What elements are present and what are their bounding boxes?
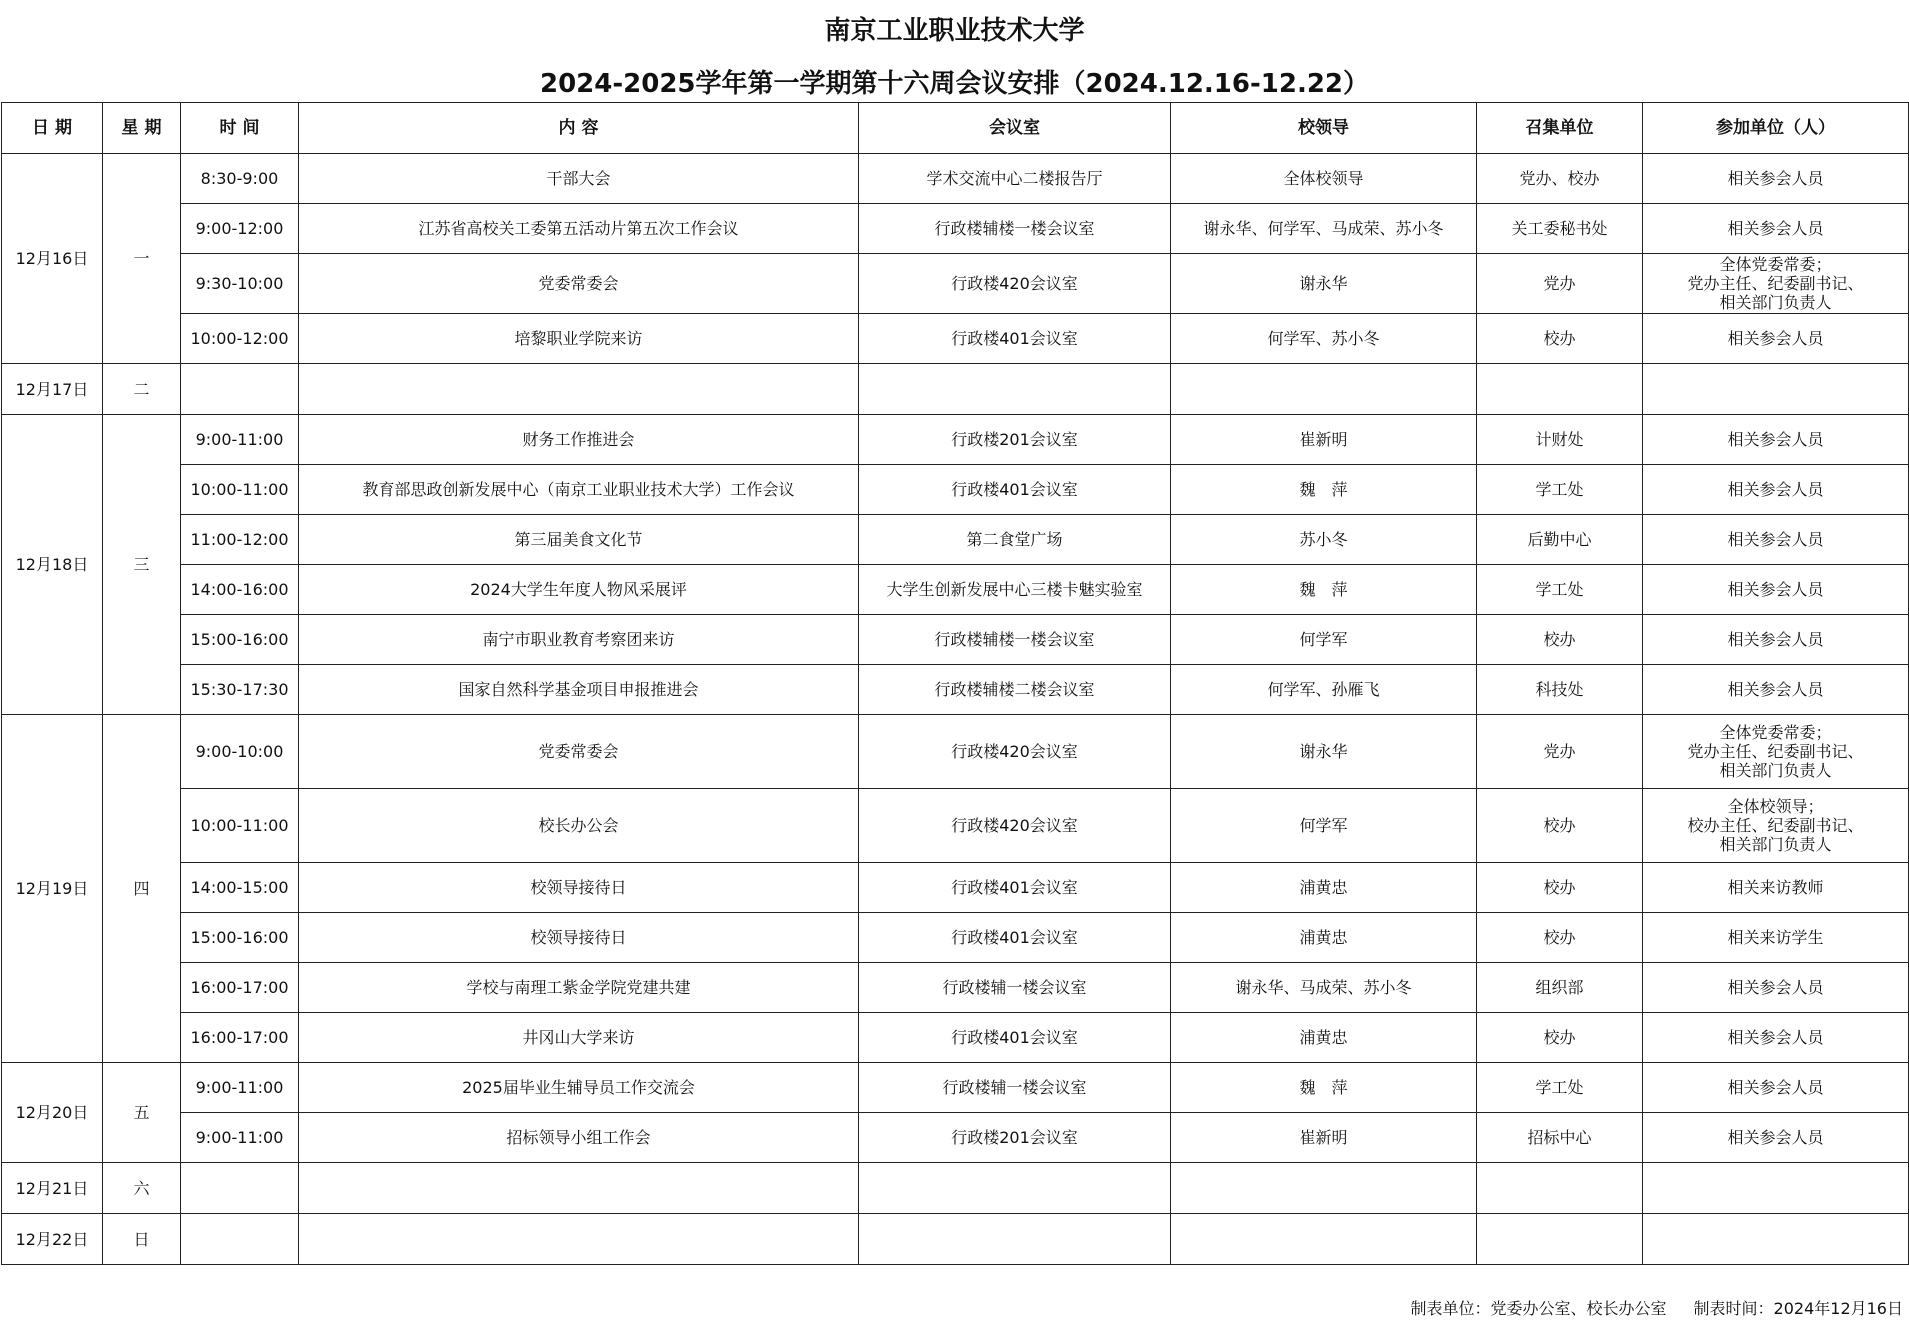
content-cell: 财务工作推进会 bbox=[299, 415, 859, 465]
room-cell: 行政楼201会议室 bbox=[859, 1113, 1171, 1163]
leader-cell: 崔新明 bbox=[1171, 415, 1477, 465]
weekday-cell: 一 bbox=[103, 154, 181, 364]
room-cell: 行政楼辅一楼会议室 bbox=[859, 1063, 1171, 1113]
content-cell bbox=[299, 364, 859, 415]
table-row bbox=[2, 515, 1909, 565]
convener-cell: 党办 bbox=[1477, 715, 1643, 789]
room-cell: 行政楼401会议室 bbox=[859, 314, 1171, 364]
time-cell: 9:30-10:00 bbox=[181, 254, 299, 314]
weekday-cell: 五 bbox=[103, 1063, 181, 1163]
time-cell: 8:30-9:00 bbox=[181, 154, 299, 204]
room-cell: 行政楼420会议室 bbox=[859, 254, 1171, 314]
column-header: 参加单位（人） bbox=[1643, 103, 1909, 154]
table-row bbox=[2, 1063, 1909, 1113]
time-cell bbox=[181, 1214, 299, 1265]
table-row bbox=[2, 415, 1909, 465]
attendees-cell: 相关参会人员 bbox=[1643, 565, 1909, 615]
content-cell: 国家自然科学基金项目申报推进会 bbox=[299, 665, 859, 715]
column-header: 星 期 bbox=[103, 103, 181, 154]
attendees-cell: 相关来访学生 bbox=[1643, 913, 1909, 963]
room-cell: 学术交流中心二楼报告厅 bbox=[859, 154, 1171, 204]
table-row bbox=[2, 963, 1909, 1013]
attendees-cell: 相关参会人员 bbox=[1643, 1063, 1909, 1113]
leader-cell: 魏 萍 bbox=[1171, 565, 1477, 615]
content-cell: 校领导接待日 bbox=[299, 863, 859, 913]
content-cell: 培黎职业学院来访 bbox=[299, 314, 859, 364]
time-cell: 16:00-17:00 bbox=[181, 1013, 299, 1063]
content-cell: 南宁市职业教育考察团来访 bbox=[299, 615, 859, 665]
room-cell: 行政楼辅楼一楼会议室 bbox=[859, 615, 1171, 665]
convener-cell: 计财处 bbox=[1477, 415, 1643, 465]
leader-cell: 谢永华 bbox=[1171, 715, 1477, 789]
content-cell: 第三届美食文化节 bbox=[299, 515, 859, 565]
table-row bbox=[2, 465, 1909, 515]
room-cell: 行政楼201会议室 bbox=[859, 415, 1171, 465]
content-cell: 招标领导小组工作会 bbox=[299, 1113, 859, 1163]
leader-cell: 何学军、孙雁飞 bbox=[1171, 665, 1477, 715]
column-header: 内 容 bbox=[299, 103, 859, 154]
attendees-cell: 相关参会人员 bbox=[1643, 665, 1909, 715]
convener-cell bbox=[1477, 364, 1643, 415]
document-subtitle: 2024-2025学年第一学期第十六周会议安排（2024.12.16-12.22） bbox=[539, 69, 1370, 99]
room-cell: 行政楼401会议室 bbox=[859, 863, 1171, 913]
convener-cell: 科技处 bbox=[1477, 665, 1643, 715]
time-cell: 9:00-10:00 bbox=[181, 715, 299, 789]
table-row bbox=[2, 204, 1909, 254]
date-cell: 12月21日 bbox=[2, 1163, 103, 1214]
attendees-cell: 相关参会人员 bbox=[1643, 415, 1909, 465]
table-row bbox=[2, 1113, 1909, 1163]
leader-cell: 苏小冬 bbox=[1171, 515, 1477, 565]
convener-cell: 校办 bbox=[1477, 615, 1643, 665]
content-cell: 江苏省高校关工委第五活动片第五次工作会议 bbox=[299, 204, 859, 254]
content-cell: 2024大学生年度人物风采展评 bbox=[299, 565, 859, 615]
leader-cell: 何学军 bbox=[1171, 789, 1477, 863]
content-cell: 党委常委会 bbox=[299, 254, 859, 314]
room-cell: 第二食堂广场 bbox=[859, 515, 1171, 565]
content-cell: 党委常委会 bbox=[299, 715, 859, 789]
attendees-cell: 相关参会人员 bbox=[1643, 1013, 1909, 1063]
content-cell bbox=[299, 1163, 859, 1214]
table-row bbox=[2, 314, 1909, 364]
table-footer bbox=[1388, 1296, 1903, 1319]
attendees-cell bbox=[1643, 1163, 1909, 1214]
convener-cell: 校办 bbox=[1477, 913, 1643, 963]
attendees-cell: 相关参会人员 bbox=[1643, 465, 1909, 515]
attendees-cell: 全体校领导； 校办主任、纪委副书记、 相关部门负责人 bbox=[1643, 789, 1909, 863]
time-cell bbox=[181, 364, 299, 415]
room-cell: 行政楼辅一楼会议室 bbox=[859, 963, 1171, 1013]
table-row bbox=[2, 364, 1909, 415]
time-cell: 9:00-11:00 bbox=[181, 1063, 299, 1113]
table-row bbox=[2, 154, 1909, 204]
leader-cell bbox=[1171, 1163, 1477, 1214]
room-cell: 行政楼401会议室 bbox=[859, 465, 1171, 515]
attendees-cell bbox=[1643, 364, 1909, 415]
weekday-cell: 三 bbox=[103, 415, 181, 715]
column-header: 召集单位 bbox=[1477, 103, 1643, 154]
convener-cell: 关工委秘书处 bbox=[1477, 204, 1643, 254]
leader-cell: 全体校领导 bbox=[1171, 154, 1477, 204]
convener-cell: 校办 bbox=[1477, 789, 1643, 863]
attendees-cell: 相关参会人员 bbox=[1643, 204, 1909, 254]
attendees-cell bbox=[1643, 1214, 1909, 1265]
leader-cell: 谢永华、马成荣、苏小冬 bbox=[1171, 963, 1477, 1013]
room-cell bbox=[859, 1214, 1171, 1265]
attendees-cell: 相关参会人员 bbox=[1643, 314, 1909, 364]
convener-cell: 学工处 bbox=[1477, 565, 1643, 615]
leader-cell bbox=[1171, 1214, 1477, 1265]
content-cell: 校长办公会 bbox=[299, 789, 859, 863]
leader-cell: 谢永华 bbox=[1171, 254, 1477, 314]
attendees-cell: 全体党委常委； 党办主任、纪委副书记、 相关部门负责人 bbox=[1643, 715, 1909, 789]
time-cell: 14:00-16:00 bbox=[181, 565, 299, 615]
room-cell bbox=[859, 364, 1171, 415]
convener-cell: 校办 bbox=[1477, 863, 1643, 913]
room-cell: 行政楼401会议室 bbox=[859, 913, 1171, 963]
content-cell: 井冈山大学来访 bbox=[299, 1013, 859, 1063]
attendees-cell: 相关参会人员 bbox=[1643, 615, 1909, 665]
table-row bbox=[2, 1163, 1909, 1214]
leader-cell: 魏 萍 bbox=[1171, 1063, 1477, 1113]
convener-cell: 学工处 bbox=[1477, 1063, 1643, 1113]
weekday-cell: 六 bbox=[103, 1163, 181, 1214]
time-cell: 9:00-11:00 bbox=[181, 1113, 299, 1163]
time-cell: 15:00-16:00 bbox=[181, 913, 299, 963]
convener-cell: 校办 bbox=[1477, 314, 1643, 364]
leader-cell: 浦黄忠 bbox=[1171, 863, 1477, 913]
attendees-cell: 相关参会人员 bbox=[1643, 963, 1909, 1013]
leader-cell: 崔新明 bbox=[1171, 1113, 1477, 1163]
time-cell: 10:00-12:00 bbox=[181, 314, 299, 364]
convener-cell: 后勤中心 bbox=[1477, 515, 1643, 565]
attendees-cell: 相关参会人员 bbox=[1643, 1113, 1909, 1163]
time-cell: 9:00-11:00 bbox=[181, 415, 299, 465]
table-row bbox=[2, 715, 1909, 789]
attendees-cell: 相关参会人员 bbox=[1643, 154, 1909, 204]
table-row bbox=[2, 565, 1909, 615]
room-cell: 行政楼420会议室 bbox=[859, 789, 1171, 863]
content-cell bbox=[299, 1214, 859, 1265]
footer-maker: 制表单位：党委办公室、校长办公室 bbox=[1410, 1299, 1667, 1318]
time-cell: 14:00-15:00 bbox=[181, 863, 299, 913]
leader-cell: 何学军、苏小冬 bbox=[1171, 314, 1477, 364]
time-cell: 10:00-11:00 bbox=[181, 465, 299, 515]
column-header: 时 间 bbox=[181, 103, 299, 154]
table-row bbox=[2, 1013, 1909, 1063]
content-cell: 2025届毕业生辅导员工作交流会 bbox=[299, 1063, 859, 1113]
time-cell: 16:00-17:00 bbox=[181, 963, 299, 1013]
leader-cell: 魏 萍 bbox=[1171, 465, 1477, 515]
schedule-body bbox=[2, 154, 1909, 1265]
time-cell: 15:00-16:00 bbox=[181, 615, 299, 665]
room-cell: 行政楼401会议室 bbox=[859, 1013, 1171, 1063]
attendees-cell: 相关参会人员 bbox=[1643, 515, 1909, 565]
content-cell: 学校与南理工紫金学院党建共建 bbox=[299, 963, 859, 1013]
time-cell: 10:00-11:00 bbox=[181, 789, 299, 863]
room-cell bbox=[859, 1163, 1171, 1214]
date-cell: 12月22日 bbox=[2, 1214, 103, 1265]
table-row bbox=[2, 1214, 1909, 1265]
date-cell: 12月17日 bbox=[2, 364, 103, 415]
table-row bbox=[2, 665, 1909, 715]
table-row bbox=[2, 254, 1909, 314]
header-row bbox=[2, 103, 1909, 154]
content-cell: 干部大会 bbox=[299, 154, 859, 204]
room-cell: 行政楼420会议室 bbox=[859, 715, 1171, 789]
attendees-cell: 相关来访教师 bbox=[1643, 863, 1909, 913]
footer-made-time: 制表时间：2024年12月16日 bbox=[1693, 1299, 1903, 1318]
column-header: 会议室 bbox=[859, 103, 1171, 154]
date-cell: 12月19日 bbox=[2, 715, 103, 1063]
table-row bbox=[2, 789, 1909, 863]
weekday-cell: 日 bbox=[103, 1214, 181, 1265]
room-cell: 大学生创新发展中心三楼卡魅实验室 bbox=[859, 565, 1171, 615]
leader-cell: 浦黄忠 bbox=[1171, 1013, 1477, 1063]
date-cell: 12月18日 bbox=[2, 415, 103, 715]
leader-cell: 何学军 bbox=[1171, 615, 1477, 665]
convener-cell: 党办、校办 bbox=[1477, 154, 1643, 204]
leader-cell: 浦黄忠 bbox=[1171, 913, 1477, 963]
convener-cell: 组织部 bbox=[1477, 963, 1643, 1013]
document-title: 南京工业职业技术大学 bbox=[824, 16, 1085, 46]
date-cell: 12月16日 bbox=[2, 154, 103, 364]
time-cell: 9:00-12:00 bbox=[181, 204, 299, 254]
leader-cell: 谢永华、何学军、马成荣、苏小冬 bbox=[1171, 204, 1477, 254]
convener-cell bbox=[1477, 1214, 1643, 1265]
room-cell: 行政楼辅楼一楼会议室 bbox=[859, 204, 1171, 254]
table-row bbox=[2, 913, 1909, 963]
weekday-cell: 二 bbox=[103, 364, 181, 415]
time-cell bbox=[181, 1163, 299, 1214]
convener-cell bbox=[1477, 1163, 1643, 1214]
convener-cell: 党办 bbox=[1477, 254, 1643, 314]
attendees-cell: 全体党委常委； 党办主任、纪委副书记、 相关部门负责人 bbox=[1643, 254, 1909, 314]
convener-cell: 招标中心 bbox=[1477, 1113, 1643, 1163]
table-row bbox=[2, 863, 1909, 913]
convener-cell: 学工处 bbox=[1477, 465, 1643, 515]
content-cell: 教育部思政创新发展中心（南京工业职业技术大学）工作会议 bbox=[299, 465, 859, 515]
leader-cell bbox=[1171, 364, 1477, 415]
meeting-schedule-table bbox=[1, 102, 1909, 1265]
time-cell: 11:00-12:00 bbox=[181, 515, 299, 565]
convener-cell: 校办 bbox=[1477, 1013, 1643, 1063]
table-row bbox=[2, 615, 1909, 665]
column-header: 校领导 bbox=[1171, 103, 1477, 154]
date-cell: 12月20日 bbox=[2, 1063, 103, 1163]
content-cell: 校领导接待日 bbox=[299, 913, 859, 963]
column-header: 日 期 bbox=[2, 103, 103, 154]
room-cell: 行政楼辅楼二楼会议室 bbox=[859, 665, 1171, 715]
weekday-cell: 四 bbox=[103, 715, 181, 1063]
time-cell: 15:30-17:30 bbox=[181, 665, 299, 715]
